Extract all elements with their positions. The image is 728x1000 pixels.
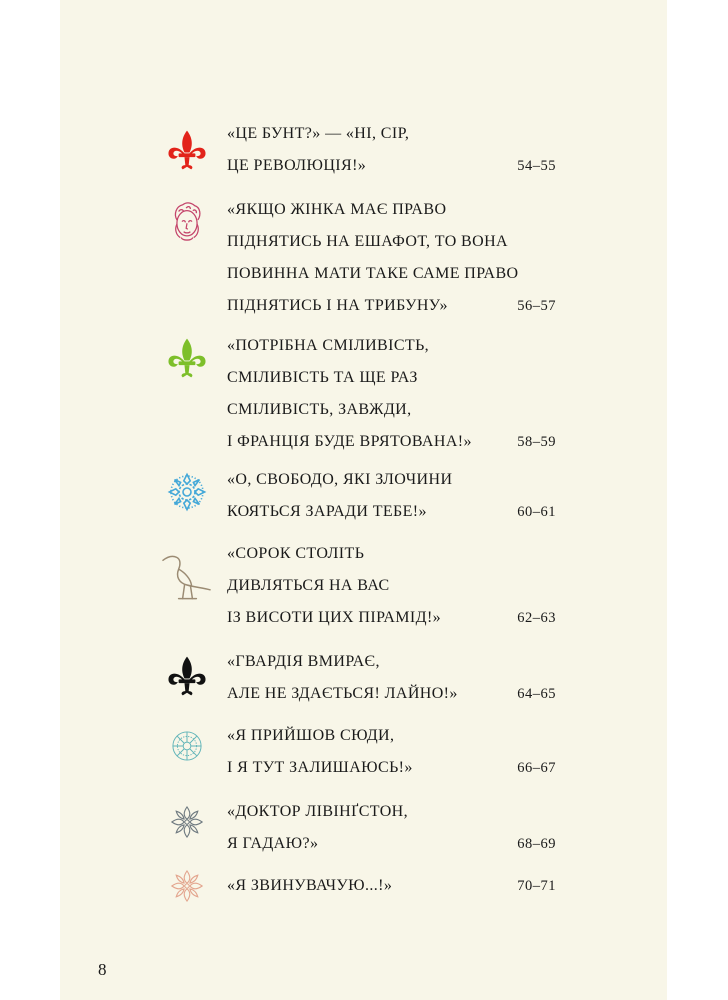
entry-title-line: КОЯТЬСЯ ЗАРАДИ ТЕБЕ!» [227, 503, 427, 520]
page-range: 60–61 [517, 504, 556, 520]
entry-title-line: Я ГАДАЮ?» [227, 835, 319, 852]
page-range: 68–69 [517, 836, 556, 852]
entry-title-line: «Я ПРИЙШОВ СЮДИ, [227, 727, 395, 744]
page-range: 66–67 [517, 760, 556, 776]
fleur-de-lis-red-icon [165, 128, 209, 172]
entry-title-line: «ДОКТОР ЛІВІНҐСТОН, [227, 803, 409, 820]
entry-title-line: «Я ЗВИНУВАЧУЮ...!» [227, 877, 393, 894]
teal-rosette-icon [165, 724, 209, 768]
entry-title-line: ПОВИННА МАТИ ТАКЕ САМЕ ПРАВО [227, 265, 519, 282]
page-range: 54–55 [517, 158, 556, 174]
entry-title-line: І Я ТУТ ЗАЛИШАЮСЬ!» [227, 759, 413, 776]
entry-title-line: ДИВЛЯТЬСЯ НА ВАС [227, 577, 390, 594]
entry-title-line: «ПОТРІБНА СМІЛИВІСТЬ, [227, 337, 430, 354]
entry-title-line: «ЯКЩО ЖІНКА МАЄ ПРАВО [227, 201, 447, 218]
page-range: 62–63 [517, 610, 556, 626]
page-number: 8 [98, 960, 107, 979]
entry-title-line: ПІДНЯТИСЬ І НА ТРИБУНУ» [227, 297, 448, 314]
entry-title-line: «ЦЕ БУНТ?» — «НІ, СІР, [227, 125, 410, 142]
entry-title-line: «ГВАРДІЯ ВМИРАЄ, [227, 653, 380, 670]
entry-title-line: ЦЕ РЕВОЛЮЦІЯ!» [227, 157, 367, 174]
page-range: 70–71 [517, 878, 556, 894]
entry-title-line: СМІЛИВІСТЬ ТА ЩЕ РАЗ [227, 369, 418, 386]
entry-title-line: «СОРОК СТОЛІТЬ [227, 545, 365, 562]
entry-title-line: СМІЛИВІСТЬ, ЗАВЖДИ, [227, 401, 412, 418]
fleur-de-lis-green-icon [165, 336, 209, 380]
book-page [60, 0, 667, 1000]
entry-title-line: І ФРАНЦІЯ БУДЕ ВРЯТОВАНА!» [227, 433, 472, 450]
medusa-head-icon [165, 200, 209, 244]
page-range: 58–59 [517, 434, 556, 450]
grey-ornament-icon [165, 800, 209, 844]
peach-ornament-icon [165, 864, 209, 908]
ibis-icon [160, 556, 216, 600]
entry-title-line: ПІДНЯТИСЬ НА ЕШАФОТ, ТО ВОНА [227, 233, 508, 250]
entry-title-line: «О, СВОБОДО, ЯКІ ЗЛОЧИНИ [227, 471, 453, 488]
blue-rosette-icon [165, 470, 209, 514]
fleur-de-lis-black-icon [165, 654, 209, 698]
entry-title-line: АЛЕ НЕ ЗДАЄТЬСЯ! ЛАЙНО!» [227, 685, 458, 702]
page-range: 64–65 [517, 686, 556, 702]
page-range: 56–57 [517, 298, 556, 314]
entry-title-line: ІЗ ВИСОТИ ЦИХ ПІРАМІД!» [227, 609, 442, 626]
